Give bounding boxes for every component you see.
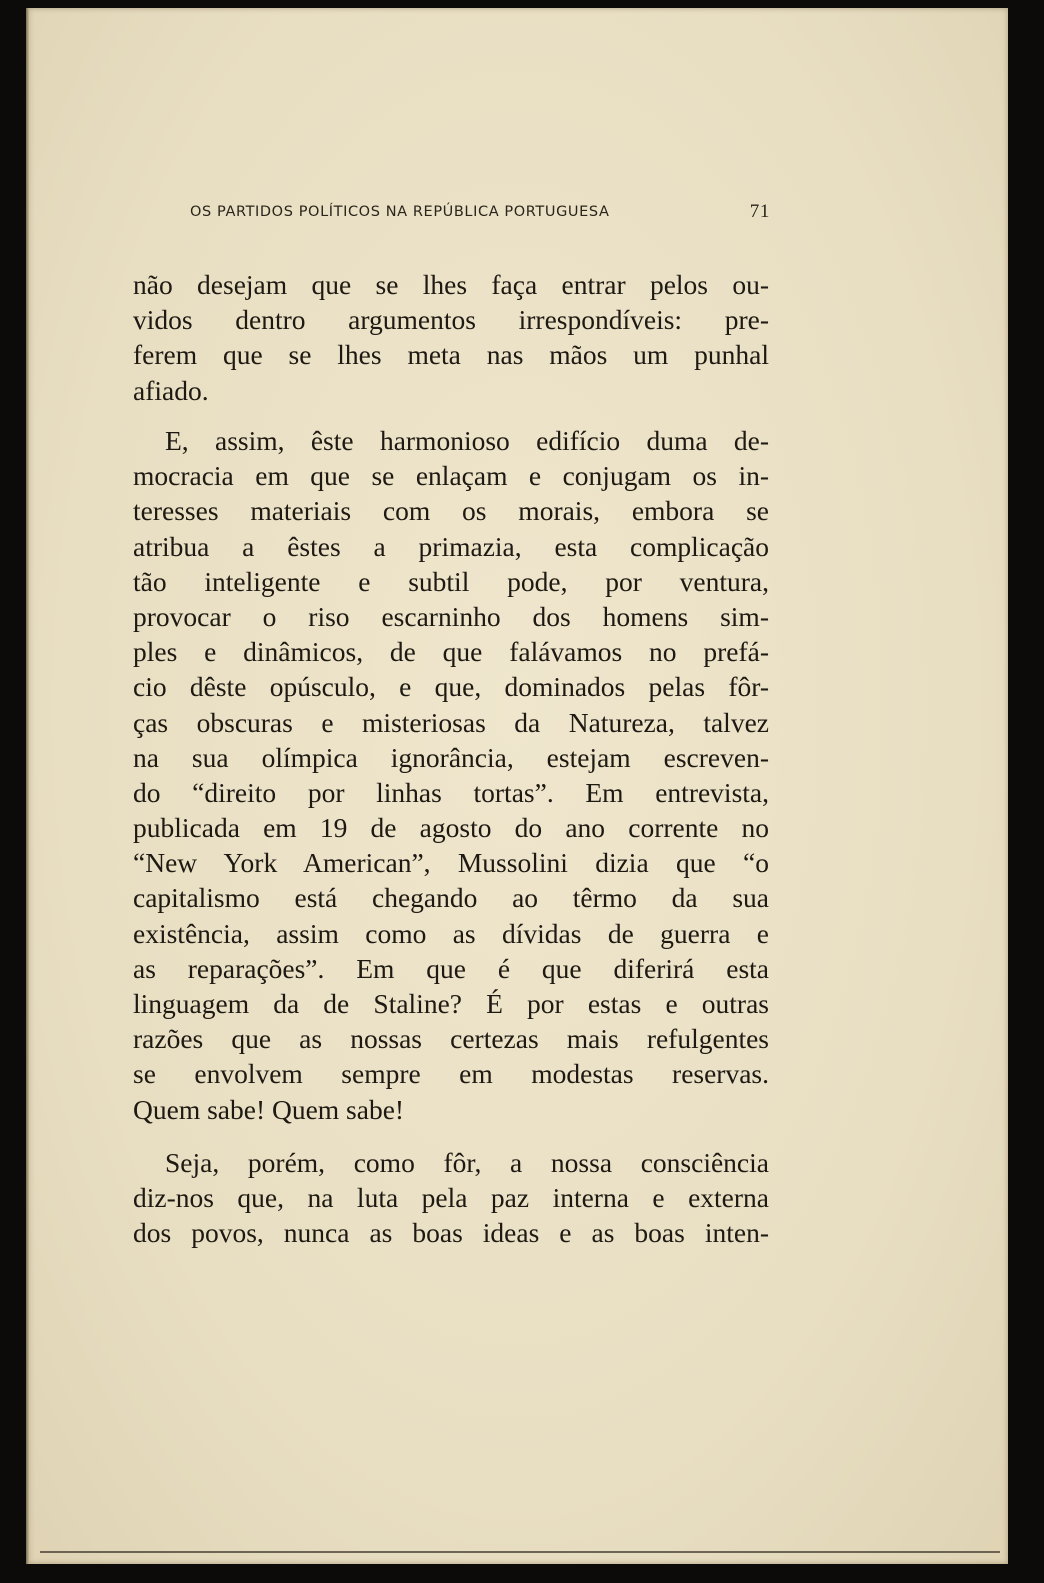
page-gutter-edge — [26, 8, 29, 1564]
text-line: existência, assim como as dívidas de guerra e — [133, 917, 769, 949]
paragraph-2 — [133, 423, 769, 1127]
text-line: não desejam que se lhes faça entrar pelos ou- — [133, 269, 769, 300]
text-line: capitalismo está chegando ao têrmo da sua — [133, 882, 769, 914]
paragraph-1 — [133, 267, 769, 408]
running-title: OS PARTIDOS POLÍTICOS NA REPÚBLICA PORTUGUESA — [190, 204, 610, 220]
text-line: provocar o riso escarninho dos homens sim- — [133, 600, 769, 632]
running-header — [190, 201, 770, 225]
text-line: diz-nos que, na luta pela paz interna e externa — [133, 1182, 769, 1214]
text-line: ças obscuras e misteriosas da Natureza, talvez — [133, 706, 769, 738]
text-line: do “direito por linhas tortas”. Em entrevista, — [133, 776, 769, 808]
text-line: vidos dentro argumentos irrespondíveis: pre- — [133, 304, 769, 336]
page-number: 71 — [749, 201, 770, 222]
text-line: linguagem da de Staline? É por estas e outras — [133, 988, 769, 1019]
text-line: afiado. — [133, 374, 209, 406]
text-line: cio dêste opúsculo, e que, dominados pelas fôr- — [133, 671, 769, 703]
text-line: tão inteligente e subtil pode, por ventura, — [133, 565, 769, 597]
text-line: E, assim, êste harmonioso edifício duma de- — [165, 425, 769, 456]
text-line: se envolvem sempre em modestas reservas. — [133, 1058, 769, 1090]
text-line: razões que as nossas certezas mais refulgentes — [133, 1023, 769, 1055]
text-line: ples e dinâmicos, de que falávamos no prefá- — [133, 636, 769, 668]
text-line: “New York American”, Mussolini dizia que “o — [133, 847, 769, 879]
page-bottom-edge — [40, 1551, 1000, 1553]
text-line: dos povos, nunca as boas ideas e as boas inten- — [133, 1217, 769, 1249]
text-line: atribua a êstes a primazia, esta complicação — [133, 530, 769, 562]
text-line: teresses materiais com os morais, embora se — [133, 495, 769, 527]
text-line: as reparações”. Em que é que diferirá esta — [133, 952, 769, 984]
text-line: Seja, porém, como fôr, a nossa consciência — [165, 1147, 769, 1178]
text-line: ferem que se lhes meta nas mãos um punhal — [133, 339, 769, 371]
text-line: Quem sabe! Quem sabe! — [133, 1093, 405, 1125]
text-line: publicada em 19 de agosto do ano corrente no — [133, 812, 769, 844]
text-line: mocracia em que se enlaçam e conjugam os in- — [133, 460, 769, 492]
paragraph-3 — [133, 1145, 769, 1251]
text-line: na sua olímpica ignorância, estejam escreven- — [133, 741, 769, 773]
